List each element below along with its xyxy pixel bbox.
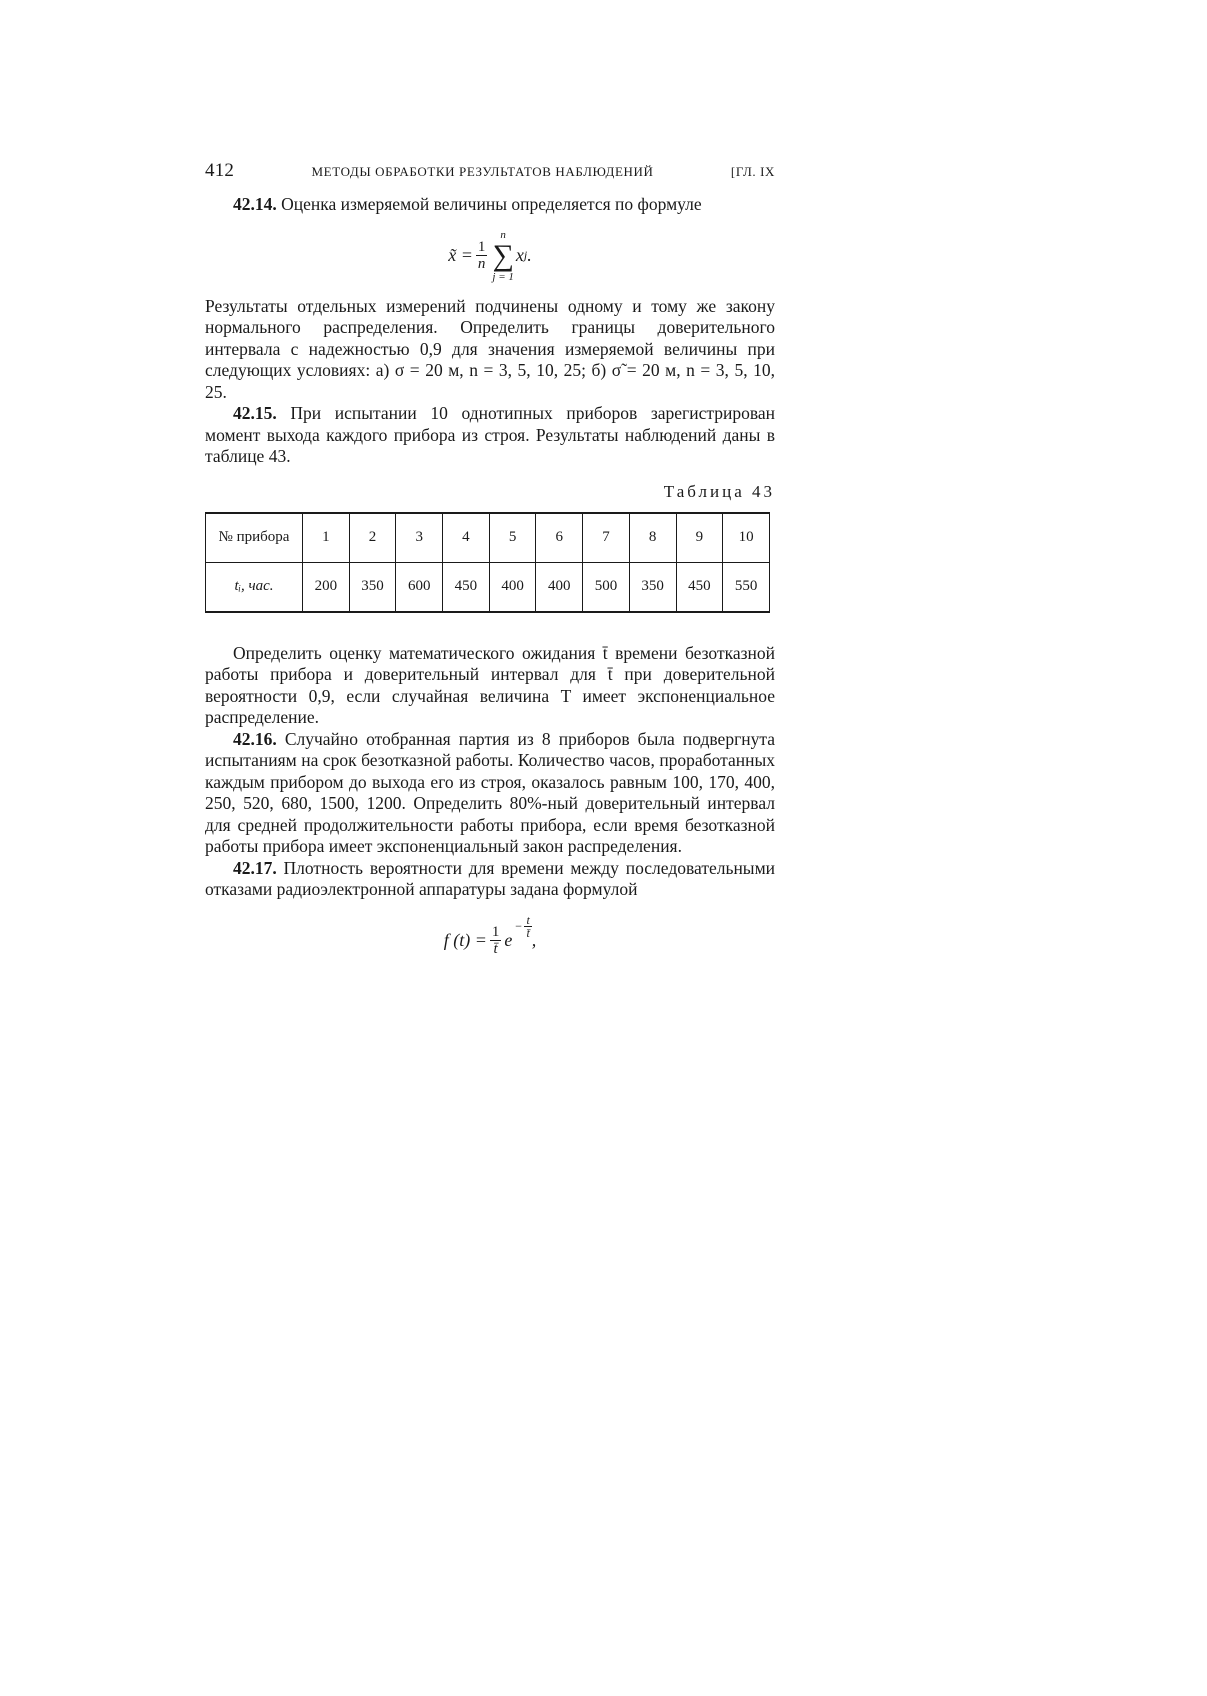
fraction-denominator: t̄ — [493, 941, 498, 957]
exp-base: e — [504, 930, 513, 950]
table-cell: 600 — [396, 562, 443, 612]
problem-number: 42.17. — [233, 857, 277, 878]
table-cell: 10 — [723, 513, 770, 563]
table-cell: 550 — [723, 562, 770, 612]
sigma-symbol: ∑ — [492, 238, 514, 272]
problem-number: 42.16. — [233, 728, 277, 749]
table-cell: 450 — [676, 562, 723, 612]
exponent-denominator: t̄ — [526, 926, 530, 940]
table-cell: 5 — [489, 513, 536, 563]
table-cell: 400 — [536, 562, 583, 612]
problem-number: 42.15. — [233, 403, 277, 423]
formula-fraction — [490, 924, 502, 957]
fraction-numerator: 1 — [491, 924, 500, 940]
sum-term-subscript: j — [523, 248, 528, 262]
formula-fraction — [476, 239, 488, 272]
problem-42-16 — [205, 729, 775, 858]
problem-text: Случайно отобранная партия из 8 приборов была подвергнута испытаниям на срок безотказной работы. Количество часов, проработанных каждым прибором до выхода его из строя, оказалось равным 100, 170, 400, 250, 520, 680, 1500, 1200. Определить 80%-ный доверительный интервал для средней продолжительности работы прибора, если время безотказной работы прибора имеет экспоненциальный закон распределения. — [205, 728, 775, 856]
problem-42-14-intro — [205, 194, 775, 216]
running-title: МЕТОДЫ ОБРАБОТКИ РЕЗУЛЬТАТОВ НАБЛЮДЕНИЙ — [311, 164, 654, 179]
exp-sign: − — [514, 919, 523, 933]
table-cell: 9 — [676, 513, 723, 563]
formula-exponential-density — [205, 911, 775, 971]
table-cell: 8 — [629, 513, 676, 563]
row-label-hours: tᵢ, час. — [206, 562, 303, 612]
table-43 — [205, 512, 770, 613]
book-page — [205, 160, 775, 971]
table-cell: 6 — [536, 513, 583, 563]
formula-lhs: x̃ = — [448, 245, 473, 265]
page-number: 412 — [205, 160, 235, 181]
table-cell: 1 — [303, 513, 350, 563]
table-cell: 4 — [443, 513, 490, 563]
table-cell: 400 — [489, 562, 536, 612]
problem-text: Плотность вероятности для времени между последовательными отказами радиоэлектронной аппаратуры задана формулой — [205, 857, 776, 899]
problem-number: 42.14. — [233, 194, 277, 214]
formula-lhs: f (t) = — [443, 930, 487, 950]
table-cell: 500 — [583, 562, 630, 612]
page-header — [205, 160, 775, 182]
formula-end: , — [531, 930, 537, 950]
problem-42-17 — [205, 858, 775, 901]
exponent-numerator: t — [526, 913, 530, 927]
sum-lower-limit: j = 1 — [492, 270, 514, 283]
table-cell: 350 — [349, 562, 396, 612]
exponent-fraction — [524, 914, 531, 939]
problem-42-15 — [205, 403, 775, 468]
fraction-denominator: n — [477, 256, 486, 272]
problem-42-15-continuation: Определить оценку математического ожидания t̄ времени безотказной работы прибора и доверительный интервал для t̄ при доверительной вероятности 0,9, если случайная величина T имеет экспоненциальное распределение. — [205, 642, 775, 727]
sum-term: x — [515, 245, 524, 265]
sum-upper-limit: n — [500, 228, 506, 241]
table-cell: 450 — [443, 562, 490, 612]
table-row — [206, 562, 770, 612]
formula-mean-estimate — [205, 222, 775, 290]
table-cell: 2 — [349, 513, 396, 563]
problem-text: Оценка измеряемой величины определяется по формуле — [281, 194, 702, 214]
row-label-device: № прибора — [206, 513, 303, 563]
fraction-numerator: 1 — [477, 239, 486, 255]
table-caption: Таблица 43 — [663, 481, 775, 501]
table-row — [206, 513, 770, 563]
table-cell: 350 — [629, 562, 676, 612]
problem-42-14-text: Результаты отдельных измерений подчинены одному и тому же закону нормального распределения. Определить границы доверительного интервала с надежностью 0,9 для значения измеряемой величины при следующих условиях: а) σ = 20 м, n = 3, 5, 10, 25; б) σ̃ = 20 м, n = 3, 5, 10, 25. — [205, 295, 775, 402]
chapter-label: [ГЛ. IX — [730, 164, 775, 179]
summation — [492, 229, 513, 283]
problem-text: При испытании 10 однотипных приборов зарегистрирован момент выхода каждого прибора из строя. Результаты наблюдений даны в таблице 43. — [205, 403, 775, 466]
formula-end: . — [527, 245, 532, 265]
table-cell: 7 — [583, 513, 630, 563]
table-cell: 200 — [303, 562, 350, 612]
table-cell: 3 — [396, 513, 443, 563]
